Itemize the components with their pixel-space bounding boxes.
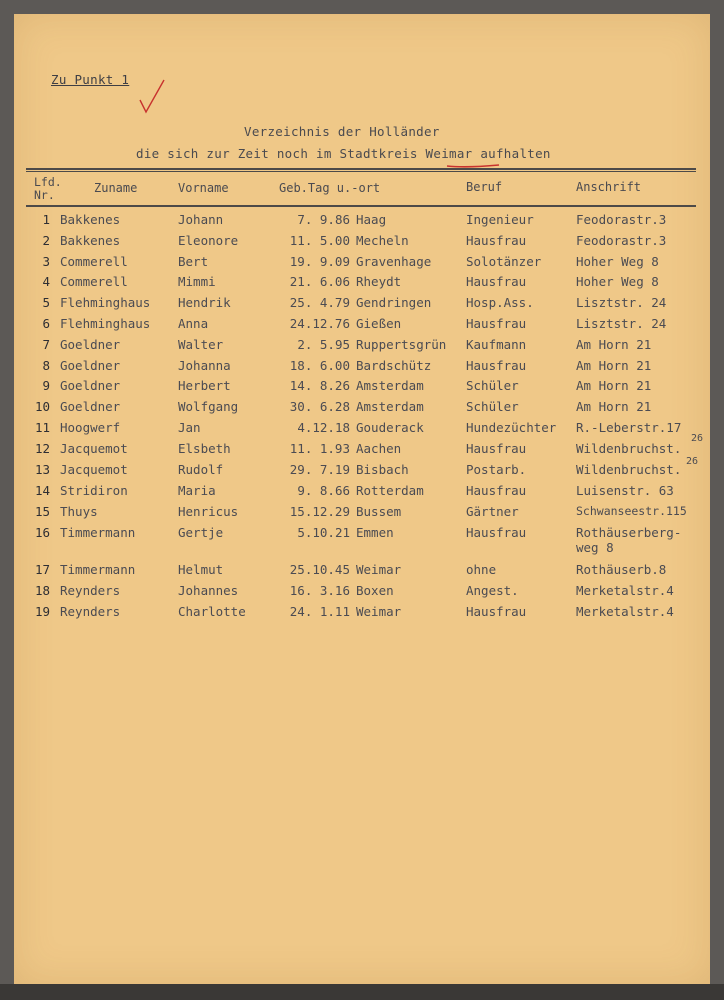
profession: ohne: [466, 562, 497, 577]
address: R.-Leberstr.17: [576, 420, 682, 435]
firstname: Johanna: [178, 358, 231, 373]
birth-place: Gendringen: [356, 295, 432, 310]
table-row: [14, 254, 710, 274]
firstname: Hendrik: [178, 295, 231, 310]
birth-place: Boxen: [356, 583, 394, 598]
table-row: [14, 562, 710, 582]
firstname: Bert: [178, 254, 209, 269]
table-row: [14, 420, 710, 440]
birth-place: Weimar: [356, 562, 402, 577]
birth-date: 11. 5.00: [289, 233, 350, 248]
header-address: Anschrift: [576, 180, 642, 194]
birth-place: Mecheln: [356, 233, 409, 248]
surname: Flehminghaus: [60, 316, 151, 331]
surname: Thuys: [60, 504, 98, 519]
profession: Kaufmann: [466, 337, 527, 352]
scan-background-edge: [0, 984, 724, 1000]
birth-date: 25. 4.79: [289, 295, 350, 310]
address: Merketalstr.4: [576, 604, 674, 619]
header-firstname: Vorname: [178, 181, 229, 195]
table-row: [14, 583, 710, 603]
surname: Stridiron: [60, 483, 128, 498]
profession: Ingenieur: [466, 212, 534, 227]
row-number: 14: [34, 483, 50, 498]
profession: Angest.: [466, 583, 519, 598]
birth-date: 9. 8.66: [297, 483, 350, 498]
surname: Goeldner: [60, 378, 121, 393]
birth-place: Rheydt: [356, 274, 402, 289]
table-row: [14, 295, 710, 315]
birth-place: Amsterdam: [356, 399, 424, 414]
firstname: Rudolf: [178, 462, 224, 477]
address: Am Horn 21: [576, 337, 652, 352]
birth-place: Ruppertsgrün: [356, 337, 447, 352]
birth-place: Weimar: [356, 604, 402, 619]
header-nr-line1: Lfd.: [34, 175, 62, 189]
address: Am Horn 21: [576, 358, 652, 373]
birth-date: 18. 6.00: [289, 358, 350, 373]
birth-place: Bardschütz: [356, 358, 432, 373]
birth-place: Haag: [356, 212, 387, 227]
firstname: Johann: [178, 212, 224, 227]
firstname: Walter: [178, 337, 224, 352]
surname: Hoogwerf: [60, 420, 121, 435]
table-row: [14, 525, 710, 561]
profession: Postarb.: [466, 462, 527, 477]
surname: Bakkenes: [60, 233, 121, 248]
reference-note: Zu Punkt 1: [51, 72, 130, 87]
document-page: [14, 14, 710, 984]
firstname: Elsbeth: [178, 441, 231, 456]
birth-place: Rotterdam: [356, 483, 424, 498]
birth-date: 25.10.45: [289, 562, 350, 577]
profession: Hausfrau: [466, 358, 527, 373]
header-rule-top: [26, 168, 696, 170]
profession: Hausfrau: [466, 233, 527, 248]
table-row: [14, 456, 710, 482]
row-number: 19: [34, 604, 50, 619]
address: Luisenstr. 63: [576, 483, 674, 498]
address: Merketalstr.4: [576, 583, 674, 598]
birth-place: Gießen: [356, 316, 402, 331]
table-row: [14, 483, 710, 503]
header-profession: Beruf: [466, 180, 503, 194]
firstname: Maria: [178, 483, 216, 498]
table-row: [14, 604, 710, 624]
table-row: [14, 337, 710, 357]
birth-date: 16. 3.16: [289, 583, 350, 598]
birth-date: 5.10.21: [297, 525, 350, 540]
document-title: Verzeichnis der Holländer: [244, 124, 440, 139]
birth-date: 11. 1.93: [289, 441, 350, 456]
address: Wildenbruchst.: [576, 462, 682, 477]
address: Hoher Weg 8: [576, 254, 659, 269]
row-number: 3: [42, 254, 50, 269]
row-number: 18: [34, 583, 50, 598]
surname: Goeldner: [60, 358, 121, 373]
birth-place: Amsterdam: [356, 378, 424, 393]
row-number: 15: [34, 504, 50, 519]
birth-date: 2. 5.95: [297, 337, 350, 352]
address: Rothäuserberg-: [576, 525, 682, 540]
surname: Flehminghaus: [60, 295, 151, 310]
table-row: [14, 399, 710, 419]
birth-place: Bisbach: [356, 462, 409, 477]
address: Am Horn 21: [576, 378, 652, 393]
address: Lisztstr. 24: [576, 316, 667, 331]
row-number: 9: [42, 378, 50, 393]
address: Rothäuserb.8: [576, 562, 667, 577]
firstname: Wolfgang: [178, 399, 239, 414]
birth-date: 21. 6.06: [289, 274, 350, 289]
profession: Hosp.Ass.: [466, 295, 534, 310]
firstname: Anna: [178, 316, 209, 331]
table-row: [14, 433, 710, 461]
address: Am Horn 21: [576, 399, 652, 414]
row-number: 4: [42, 274, 50, 289]
house-number-annotation: 26: [691, 433, 704, 444]
surname: Commerell: [60, 274, 128, 289]
surname: Jacquemot: [60, 462, 128, 477]
birth-place: Gouderack: [356, 420, 424, 435]
address: Hoher Weg 8: [576, 274, 659, 289]
birth-place: Aachen: [356, 441, 402, 456]
birth-date: 7. 9.86: [297, 212, 350, 227]
birth-place: Emmen: [356, 525, 394, 540]
birth-date: 19. 9.09: [289, 254, 350, 269]
row-number: 6: [42, 316, 50, 331]
address: Feodorastr.3: [576, 233, 667, 248]
header-nr-line2: Nr.: [34, 188, 55, 202]
surname: Commerell: [60, 254, 128, 269]
profession: Hausfrau: [466, 604, 527, 619]
surname: Timmermann: [60, 525, 136, 540]
row-number: 1: [42, 212, 50, 227]
address: Lisztstr. 24: [576, 295, 667, 310]
address-continuation: weg 8: [576, 540, 614, 555]
profession: Schüler: [466, 378, 519, 393]
surname: Reynders: [60, 604, 121, 619]
profession: Hausfrau: [466, 274, 527, 289]
table-row: [14, 378, 710, 398]
table-row: [14, 504, 710, 524]
header-nr: [34, 176, 62, 202]
document-subtitle: die sich zur Zeit noch im Stadtkreis Weimar aufhalten: [136, 146, 551, 161]
row-number: 13: [34, 462, 50, 477]
house-number-annotation: 26: [686, 456, 699, 467]
birth-date: 15.12.29: [289, 504, 350, 519]
surname: Timmermann: [60, 562, 136, 577]
surname: Goeldner: [60, 337, 121, 352]
row-number: 8: [42, 358, 50, 373]
row-number: 10: [34, 399, 50, 414]
profession: Hundezüchter: [466, 420, 557, 435]
profession: Gärtner: [466, 504, 519, 519]
birth-date: 14. 8.26: [289, 378, 350, 393]
row-number: 16: [34, 525, 50, 540]
surname: Jacquemot: [60, 441, 128, 456]
firstname: Henricus: [178, 504, 239, 519]
row-number: 5: [42, 295, 50, 310]
profession: Hausfrau: [466, 525, 527, 540]
row-number: 11: [34, 420, 50, 435]
firstname: Eleonore: [178, 233, 239, 248]
firstname: Charlotte: [178, 604, 246, 619]
row-number: 17: [34, 562, 50, 577]
birth-place: Gravenhage: [356, 254, 432, 269]
header-rule-bottom: [26, 205, 696, 207]
firstname: Herbert: [178, 378, 231, 393]
profession: Schüler: [466, 399, 519, 414]
address: Wildenbruchst.: [576, 441, 682, 456]
address: Feodorastr.3: [576, 212, 667, 227]
table-row: [14, 316, 710, 336]
row-number: 2: [42, 233, 50, 248]
profession: Solotänzer: [466, 254, 542, 269]
row-number: 12: [34, 441, 50, 456]
birth-date: 4.12.18: [297, 420, 350, 435]
birth-date: 24.12.76: [289, 316, 350, 331]
birth-place: Bussem: [356, 504, 402, 519]
table-row: [14, 233, 710, 253]
row-number: 7: [42, 337, 50, 352]
birth-date: 30. 6.28: [289, 399, 350, 414]
firstname: Gertje: [178, 525, 224, 540]
birth-date: 24. 1.11: [289, 604, 350, 619]
surname: Goeldner: [60, 399, 121, 414]
profession: Hausfrau: [466, 316, 527, 331]
address: Schwanseestr.115: [576, 504, 687, 518]
checkmark-icon: [138, 78, 168, 122]
firstname: Helmut: [178, 562, 224, 577]
firstname: Mimmi: [178, 274, 216, 289]
surname: Bakkenes: [60, 212, 121, 227]
header-rule-top-double: [26, 171, 696, 172]
profession: Hausfrau: [466, 441, 527, 456]
table-row: [14, 212, 710, 232]
header-birth: Geb.Tag u.-ort: [279, 181, 381, 195]
table-row: [14, 274, 710, 294]
birth-date: 29. 7.19: [289, 462, 350, 477]
firstname: Jan: [178, 420, 201, 435]
surname: Reynders: [60, 583, 121, 598]
profession: Hausfrau: [466, 483, 527, 498]
firstname: Johannes: [178, 583, 239, 598]
header-surname: Zuname: [94, 181, 138, 195]
table-row: [14, 358, 710, 378]
